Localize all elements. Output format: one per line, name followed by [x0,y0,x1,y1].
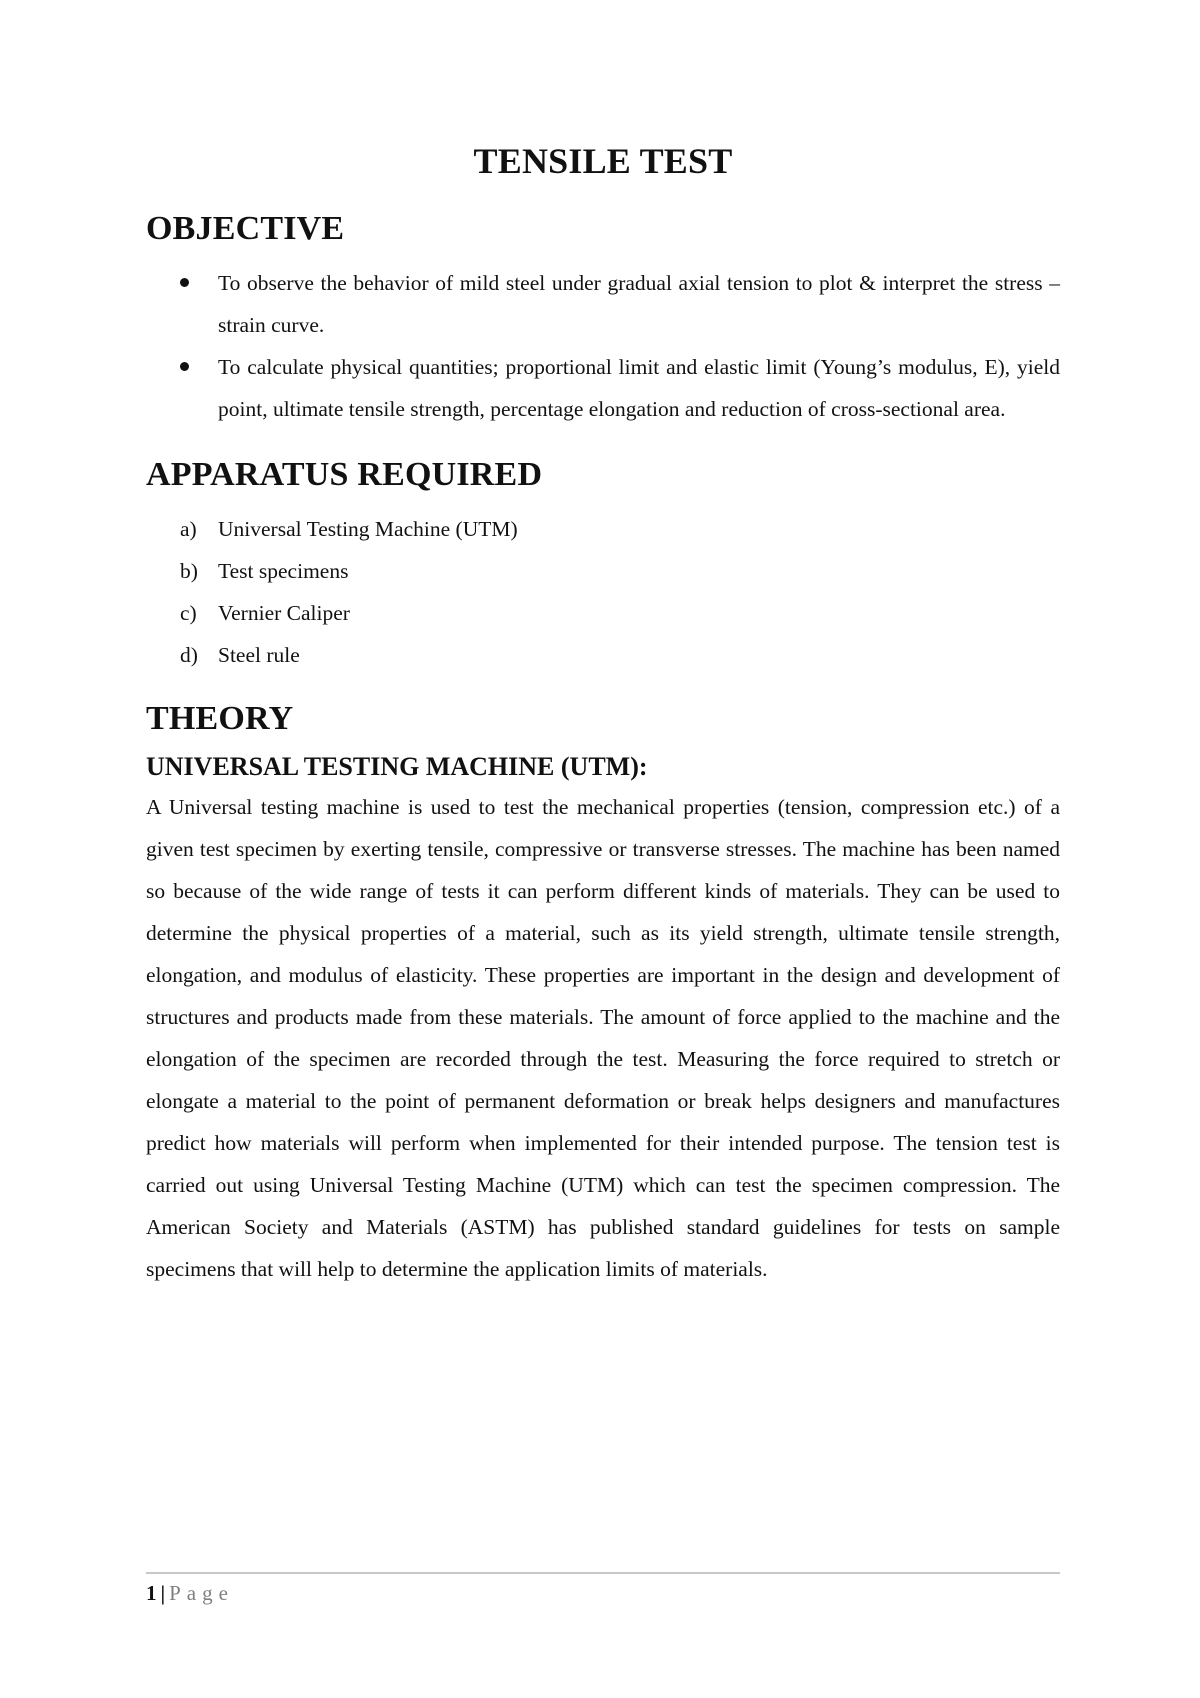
apparatus-heading: APPARATUS REQUIRED [146,456,543,493]
objective-heading: OBJECTIVE [146,210,345,247]
document-title: TENSILE TEST [473,141,733,181]
footer-separator: | [160,1581,166,1605]
objective-list [146,262,1060,430]
apparatus-item-text: Test specimens [218,559,349,583]
bullet-icon [180,362,189,371]
page-content [146,140,1060,1290]
utm-subheading: UNIVERSAL TESTING MACHINE (UTM): [146,752,648,781]
list-marker: c) [180,601,197,625]
objective-item [218,262,1060,346]
page-label: Page [169,1581,234,1605]
apparatus-item [180,634,1060,676]
apparatus-list [146,508,1060,676]
apparatus-section [146,456,1060,676]
apparatus-item [180,592,1060,634]
page-footer [146,1578,234,1608]
list-marker: d) [180,643,198,667]
theory-heading: THEORY [146,700,294,737]
footer-divider [146,1572,1060,1574]
list-marker: b) [180,559,198,583]
objective-section [146,210,1060,430]
apparatus-item-text: Vernier Caliper [218,601,350,625]
apparatus-item-text: Universal Testing Machine (UTM) [218,517,518,541]
objective-item-text: To observe the behavior of mild steel under gradual axial tension to plot & interpret the stress – strain curve. [218,271,1060,337]
apparatus-item [180,550,1060,592]
bullet-icon [180,278,189,287]
objective-item [218,346,1060,430]
apparatus-item [180,508,1060,550]
list-marker: a) [180,517,197,541]
theory-section [146,700,1060,1290]
objective-item-text: To calculate physical quantities; proportional limit and elastic limit (Young’s modulus, E), yield point, ultimate tensile strength, percentage elongation and reduction of cross-sectional area. [218,355,1060,421]
utm-paragraph: A Universal testing machine is used to test the mechanical properties (tension, compression etc.) of a given test specimen by exerting tensile, compressive or transverse stresses. The machine has been named so because of the wide range of tests it can perform different kinds of materials. They can be used to determine the physical properties of a material, such as its yield strength, ultimate tensile strength, elongation, and modulus of elasticity. These properties are important in the design and development of structures and products made from these materials. The amount of force applied to the machine and the elongation of the specimen are recorded through the test. Measuring the force required to stretch or elongate a material to the point of permanent deformation or break helps designers and manufactures predict how materials will perform when implemented for their intended purpose. The tension test is carried out using Universal Testing Machine (UTM) which can test the specimen compression. The American Society and Materials (ASTM) has published standard guidelines for tests on sample specimens that will help to determine the application limits of materials. [146,795,1060,1281]
page-number: 1 [146,1581,157,1605]
apparatus-item-text: Steel rule [218,643,300,667]
